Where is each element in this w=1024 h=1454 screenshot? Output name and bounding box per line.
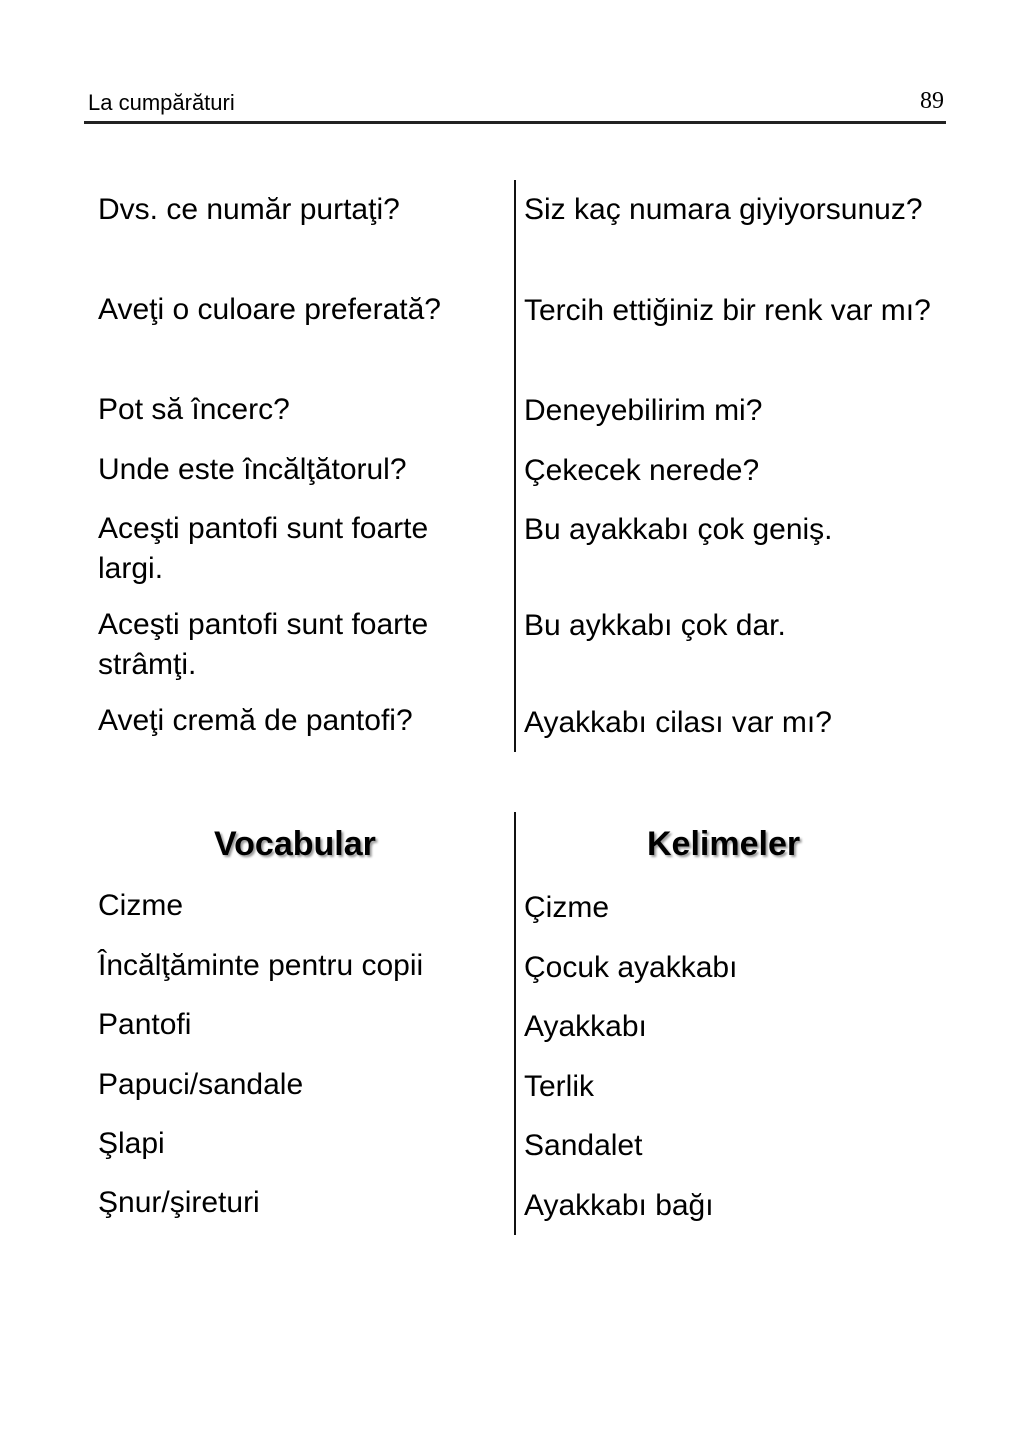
column-divider — [514, 812, 516, 1235]
vocab-ro: Încălţăminte pentru copii — [98, 949, 424, 982]
vocab-tr: Çocuk ayakkabı — [524, 951, 738, 984]
vocab-tr: Sandalet — [524, 1129, 643, 1162]
phrase-ro: Pot să încerc? — [98, 393, 290, 426]
vocab-ro: Pantofi — [98, 1008, 192, 1041]
phrase-tr: Deneyebilirim mi? — [524, 394, 763, 427]
phrase-ro: Dvs. ce număr purtaţi? — [98, 193, 400, 226]
phrase-tr: Bu ayakkabı çok geniş. — [524, 513, 833, 546]
phrase-tr: Bu aykkabı çok dar. — [524, 609, 786, 642]
phrase-tr: Tercih ettiğiniz bir renk var mı? — [524, 294, 931, 327]
vocab-ro: Cizme — [98, 889, 184, 922]
phrase-tr: Ayakkabı cilası var mı? — [524, 706, 832, 739]
page-number: 89 — [920, 88, 944, 114]
phrase-tr: Çekecek nerede? — [524, 454, 760, 487]
column-divider — [514, 180, 516, 752]
vocab-ro: Şlapi — [98, 1127, 165, 1160]
phrase-ro: Aveţi o culoare preferată? — [98, 293, 441, 326]
vocab-tr: Ayakkabı bağı — [524, 1189, 714, 1222]
vocab-ro: Şnur/şireturi — [98, 1186, 260, 1219]
vocab-heading-ro: Vocabular — [214, 825, 376, 863]
vocab-tr: Ayakkabı — [524, 1010, 647, 1043]
phrase-ro: Aceşti pantofi sunt foarte largi. — [98, 512, 429, 585]
phrase-ro: Aceşti pantofi sunt foarte strâmţi. — [98, 608, 429, 681]
phrase-ro: Unde este încălţătorul? — [98, 453, 407, 486]
phrase-tr: Siz kaç numara giyiyorsunuz? — [524, 193, 923, 226]
vocab-heading-tr: Kelimeler — [647, 825, 801, 863]
vocab-tr: Çizme — [524, 891, 610, 924]
phrase-ro: Aveţi cremă de pantofi? — [98, 704, 413, 737]
header-rule — [84, 121, 946, 124]
running-header-title: La cumpărături — [88, 90, 235, 115]
vocab-ro: Papuci/sandale — [98, 1068, 304, 1101]
vocab-tr: Terlik — [524, 1070, 595, 1103]
